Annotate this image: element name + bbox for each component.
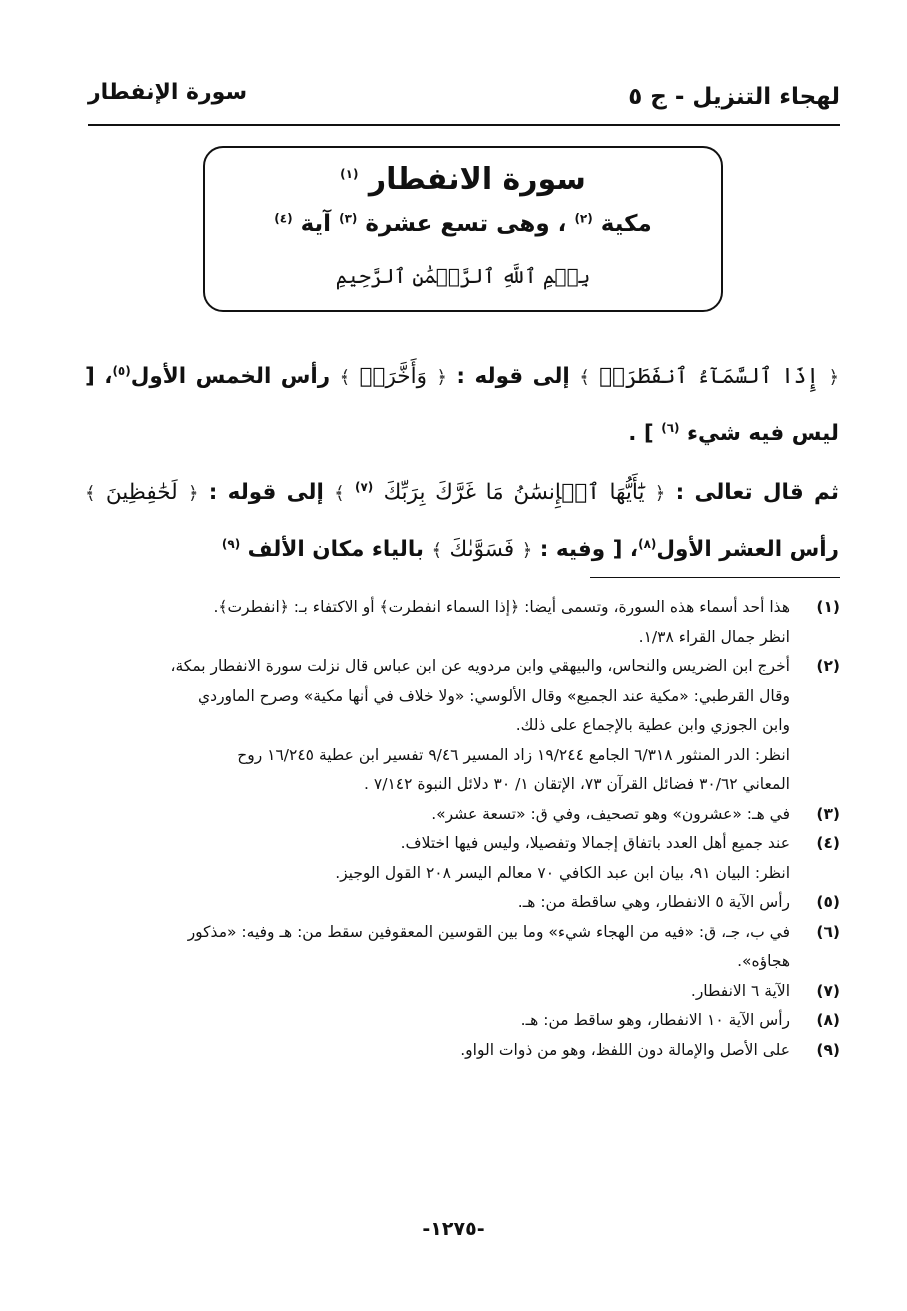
footnote-line: وقال القرطبي: «مكية عند الجميع» وقال الألوسي: «ولا خلاف في أنها مكية» وصرح الماوردي: [198, 686, 790, 705]
footnote-ref: (٣): [339, 211, 358, 226]
footnotes: [82, 593, 840, 1065]
body-text: إلى قوله :: [208, 480, 324, 506]
ornate-bracket-icon: ﴾: [85, 483, 96, 505]
body-text: رأس العشر الأول: [656, 537, 839, 563]
ornate-bracket-icon: ﴿: [828, 367, 839, 389]
footnote-line: وابن الجوزي وابن عطية بالإجماع على ذلك.: [515, 716, 790, 734]
ornate-bracket-icon: ﴿: [187, 483, 199, 505]
surah-title: [205, 162, 721, 197]
footnote-number: (٤): [816, 834, 840, 852]
book-title: لهجاء التنزيل - ج ٥: [628, 84, 840, 110]
body-text: إلى قوله :: [456, 364, 570, 390]
footnote: [82, 800, 840, 830]
footnote-ref: (٤): [274, 211, 293, 226]
quran-verse: وَأَخَّرَتۡ: [359, 364, 427, 390]
footnote-line: على الأصل والإمالة دون اللفظ، وهو من ذوات الواو.: [460, 1040, 790, 1059]
footnote-ref: (٦): [661, 421, 680, 436]
meta-verse-count: ، وهى تسع عشرة: [365, 211, 567, 237]
footnote: [82, 918, 840, 977]
body-text: ثم قال تعالى :: [675, 480, 839, 506]
footnote-ref: (١): [340, 167, 359, 181]
body-text: ] .: [628, 421, 654, 447]
surah-name-header: سورة الإنفطار: [88, 80, 248, 105]
footnote-divider: [590, 577, 840, 578]
body-text: رأس الخمس الأول: [130, 364, 331, 390]
surah-title-box: [203, 146, 723, 312]
footnote-number: (٦): [816, 922, 840, 941]
basmala: بِسۡمِ ٱللَّهِ ٱلرَّحۡمَٰنِ ٱلرَّحِيمِ: [335, 264, 591, 288]
running-header: [88, 78, 840, 122]
body-paragraph-2: [85, 462, 839, 576]
footnote-number: (١): [816, 598, 840, 616]
footnote-line: عند جميع أهل العدد باتفاق إجمالا وتفصيلا، وليس فيها اختلاف.: [400, 834, 790, 852]
footnote-line: رأس الآية ٥ الانفطار، وهي ساقطة من: هـ.: [517, 893, 790, 911]
body-text: بالياء مكان الألف: [247, 537, 424, 563]
ornate-bracket-icon: ﴾: [431, 540, 443, 562]
page-number: -١٢٧٥-: [422, 1218, 485, 1240]
footnote: [82, 977, 840, 1007]
header-divider: [88, 124, 840, 126]
footnote-line: الآية ٦ الانفطار.: [690, 981, 790, 1000]
footnote-line: انظر: الدر المنثور ٦/٣١٨ الجامع ١٩/٢٤٤ زاد المسير ٩/٤٦ تفسير ابن عطية ١٦/٢٤٥ روح: [237, 745, 790, 764]
ornate-bracket-icon: ﴿: [521, 540, 533, 562]
quran-verse: فَسَوَّىٰكَ: [449, 537, 515, 563]
footnote-line: رأس الآية ١٠ الانفطار، وهو ساقط من: هـ.: [520, 1011, 790, 1029]
footnote: [82, 1006, 840, 1036]
footnote-number: (٢): [816, 657, 840, 675]
footnote-number: (٧): [816, 981, 840, 1000]
body-paragraph-1: [85, 346, 839, 459]
footnote: [82, 1036, 840, 1066]
quran-verse: لَحَٰفِظِينَ: [105, 480, 178, 506]
quran-verse: إِذَا ٱلسَّمَآءُ ٱنفَطَرَتۡ: [599, 364, 819, 390]
ornate-bracket-icon: ﴾: [339, 367, 351, 389]
surah-meta: [205, 211, 721, 237]
footnote: [82, 829, 840, 888]
footnote-ref: (٧): [354, 480, 374, 494]
footnote: [82, 652, 840, 800]
ornate-bracket-icon: ﴾: [334, 483, 345, 505]
body-text: ، [ وفيه :: [539, 537, 639, 563]
ornate-bracket-icon: ﴾: [579, 367, 590, 389]
footnote-number: (٩): [816, 1040, 840, 1059]
footnote-line: في ب، جـ، ق: «فيه من الهجاء شيء» وما بين القوسين المعقوفين سقط من: هـ وفيه: «مذكور: [187, 922, 790, 941]
meta-makkiyya: مكية: [600, 211, 652, 237]
footnote: [82, 593, 840, 652]
surah-title-text: سورة الانفطار: [368, 162, 586, 197]
ornate-bracket-icon: ﴿: [436, 367, 447, 389]
footnote-line: هذا أحد أسماء هذه السورة، وتسمى أيضا: ﴿إذا السماء انفطرت﴾ أو الاكتفاء بـ: ﴿انفطرت﴾.: [213, 598, 790, 616]
ornate-bracket-icon: ﴿: [654, 483, 666, 505]
footnote-ref: (٩): [221, 537, 241, 552]
body-text: ، [ ليس فيه شيء: [85, 364, 839, 447]
quran-verse: يَٰٓأَيُّهَا ٱلۡإِنسَٰنُ مَا غَرَّكَ بِرَبِّكَ: [383, 480, 645, 506]
footnote-ref: (٥): [112, 364, 131, 378]
footnote-number: (٨): [816, 1011, 840, 1029]
footnote-number: (٥): [816, 893, 840, 911]
footnote-number: (٣): [816, 804, 840, 823]
footnote-line: انظر: البيان ٩١، بيان ابن عبد الكافي ٧٠ معالم اليسر ٢٠٨ القول الوجيز.: [335, 863, 790, 882]
footnote-line: أخرج ابن الضريس والنحاس، والبيهقي وابن مردويه عن ابن عباس قال نزلت سورة الانفطار بمكة،: [170, 657, 790, 675]
footnote-line: المعاني ٣٠/٦٢ فضائل القرآن ٧٣، الإتقان ١/ ٣٠ دلائل النبوة ٧/١٤٢ .: [364, 775, 790, 793]
footnote-line: انظر جمال القراء ١/٣٨.: [638, 627, 790, 646]
footnote: [82, 888, 840, 918]
footnote-line: هجاؤه».: [737, 952, 790, 970]
footnote-ref: (٨): [638, 537, 657, 552]
footnote-line: في هـ: «عشرون» وهو تصحيف، وفي ق: «تسعة عشر».: [431, 804, 790, 823]
meta-aya: آية: [300, 211, 332, 237]
footnote-ref: (٢): [574, 211, 593, 226]
